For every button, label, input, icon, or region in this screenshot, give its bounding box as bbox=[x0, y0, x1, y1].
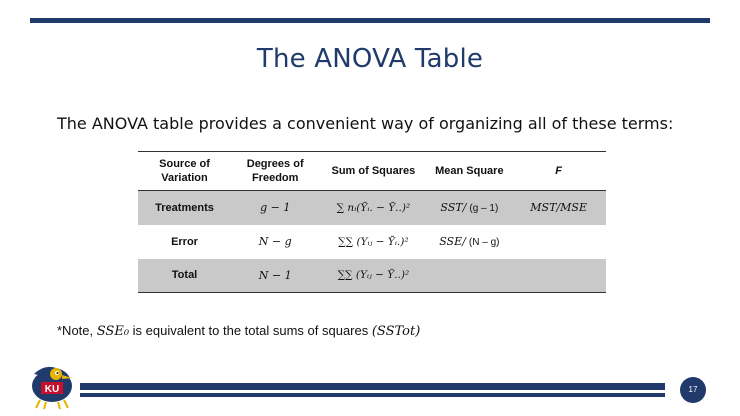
row-ss: ∑∑ (Yᵢⱼ − Ȳ..)² bbox=[337, 269, 410, 282]
row-ms bbox=[427, 259, 511, 293]
footnote-prefix: *Note, bbox=[57, 323, 97, 338]
footnote-term2: (SSTot) bbox=[371, 324, 421, 339]
table-row bbox=[138, 191, 606, 225]
footnote bbox=[57, 323, 420, 339]
row-df: g − 1 bbox=[260, 201, 291, 215]
row-source: Error bbox=[171, 235, 198, 248]
logo-letters: KU bbox=[44, 384, 60, 395]
row-df: N − g bbox=[258, 235, 292, 248]
anova-table bbox=[138, 151, 606, 293]
header-df: Degrees of Freedom bbox=[246, 158, 304, 184]
bottom-bar-thin bbox=[80, 393, 665, 397]
row-f bbox=[511, 259, 606, 293]
row-ms-denominator: (g – 1) bbox=[469, 203, 499, 215]
row-f: MST/MSE bbox=[530, 201, 587, 215]
jayhawk-logo bbox=[26, 360, 78, 410]
header-source: Source of Variation bbox=[159, 158, 210, 184]
table-header-row bbox=[138, 152, 606, 191]
row-source: Total bbox=[171, 269, 198, 282]
bottom-bar-thick bbox=[80, 383, 665, 390]
row-source: Treatments bbox=[155, 201, 214, 214]
header-ss: Sum of Squares bbox=[331, 165, 416, 177]
row-ms-numerator: SSE/ bbox=[439, 235, 466, 248]
row-f bbox=[511, 225, 606, 259]
intro-text: The ANOVA table provides a convenient way of organizing all of these terms: bbox=[57, 114, 674, 133]
footnote-term: SSE₀ bbox=[96, 324, 130, 339]
row-df: N − 1 bbox=[258, 268, 292, 282]
table-row bbox=[138, 225, 606, 259]
row-ms bbox=[427, 225, 511, 259]
row-ss: ∑∑ (Yᵢⱼ − Ȳᵢ.)² bbox=[338, 235, 409, 248]
row-ss: ∑ nᵢ(Ȳᵢ. − Ȳ..)² bbox=[336, 201, 411, 214]
bottom-bars bbox=[80, 383, 665, 397]
header-ms: Mean Square bbox=[435, 165, 504, 177]
row-ms bbox=[427, 191, 511, 225]
row-ms-denominator: (N – g) bbox=[468, 237, 500, 248]
top-rule bbox=[30, 18, 710, 23]
table-row bbox=[138, 259, 606, 293]
row-ms-numerator: SST/ bbox=[440, 201, 467, 215]
slide-title: The ANOVA Table bbox=[256, 44, 484, 74]
page-number: 17 bbox=[680, 377, 706, 403]
header-f: F bbox=[555, 165, 562, 177]
footnote-middle: is equivalent to the total sums of squares bbox=[129, 323, 372, 338]
